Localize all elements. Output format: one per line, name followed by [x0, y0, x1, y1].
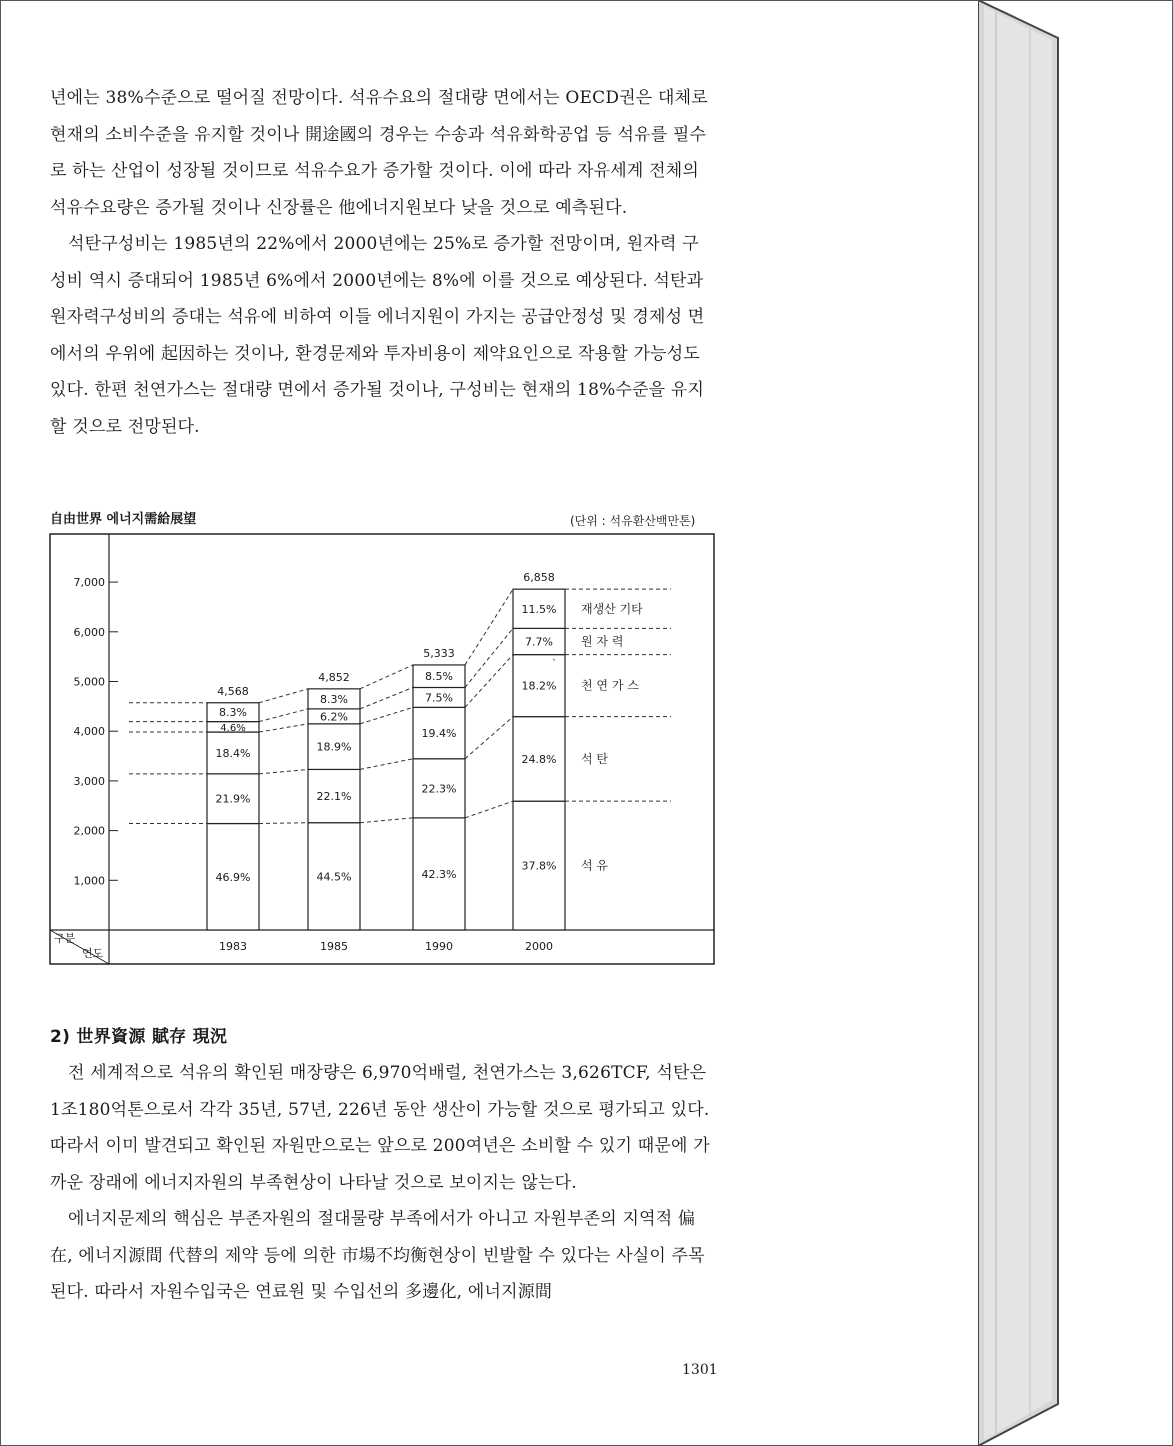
body-text-top — [50, 80, 714, 445]
series-name-label: 석 탄 — [581, 751, 608, 766]
dashed-connector — [259, 689, 308, 703]
series-name-label: 재생산 기타 — [581, 601, 643, 616]
segment-pct-label: 19.4% — [421, 727, 457, 741]
header-label-category: 구분 — [54, 932, 76, 945]
dashed-connector — [465, 655, 513, 708]
chart-frame — [50, 534, 714, 964]
dashed-connector — [465, 628, 513, 687]
dashed-connector — [259, 724, 308, 732]
segment-pct-label: 24.8% — [521, 752, 557, 766]
dashed-connector — [465, 589, 513, 665]
stray-mark: ˋ — [552, 658, 557, 670]
series-name-label: 천 연 가 스 — [581, 678, 639, 693]
chart-unit: (단위 : 석유환산백만톤) — [570, 514, 696, 528]
book-page-edge — [978, 0, 1062, 1446]
dashed-connector — [259, 823, 308, 824]
segment-pct-label: 42.3% — [421, 867, 457, 881]
segment-pct-label: 18.2% — [521, 679, 557, 693]
segment-pct-label: 21.9% — [215, 792, 251, 806]
x-tick-label: 2000 — [525, 940, 553, 953]
series-name-label: 석 유 — [581, 858, 608, 873]
segment-pct-label: 8.3% — [320, 692, 348, 706]
segment-pct-label: 6.2% — [320, 710, 348, 724]
bar-total-label: 5,333 — [423, 646, 455, 660]
dashed-connector — [259, 709, 308, 722]
paragraph: 에너지문제의 핵심은 부존자원의 절대물량 부족에서가 아니고 자원부존의 지역적 偏在, 에너지源間 代替의 제약 등에 의한 市場不均衡현상이 빈발할 수 있다는 사실이 주목된다. 따라서 자원수입국은 연료원 및 수입선의 多邊化, 에너지源間 — [50, 1209, 705, 1302]
y-tick-label: 2,000 — [73, 824, 105, 838]
bar-total-label: 4,568 — [217, 684, 249, 698]
dashed-connector — [360, 665, 413, 689]
header-label-year: 연도 — [82, 947, 104, 960]
y-tick-label: 3,000 — [73, 774, 105, 788]
segment-pct-label: 22.1% — [316, 790, 352, 804]
paragraph: 년에는 38%수준으로 떨어질 전망이다. 석유수요의 절대량 면에서는 OECD권은 대체로 현재의 소비수준을 유지할 것이나 開途國의 경우는 수송과 석유화학공업 등 석유를 필수로 하는 산업이 성장될 것이므로 석유수요가 증가할 것이다. 이에 따라 자유세계 전체의 석유수요량은 증가될 것이나 신장률은 他에너지원보다 낮을 것으로 예측된다. — [50, 88, 708, 218]
segment-pct-label: 44.5% — [316, 870, 352, 884]
y-tick-label: 6,000 — [73, 625, 105, 639]
x-tick-label: 1985 — [320, 940, 348, 953]
segment-pct-label: 37.8% — [521, 859, 557, 873]
energy-supply-chart — [49, 533, 715, 969]
series-name-label: 원 자 력 — [581, 634, 624, 649]
y-tick-label: 4,000 — [73, 725, 105, 739]
segment-pct-label: 18.4% — [215, 746, 251, 760]
body-text-lower — [50, 1055, 714, 1311]
bar-total-label: 4,852 — [318, 670, 350, 684]
dashed-connector — [465, 801, 513, 818]
y-tick-label: 7,000 — [73, 576, 105, 590]
y-tick-label: 5,000 — [73, 675, 105, 689]
dashed-connector — [465, 717, 513, 759]
segment-pct-label: 8.3% — [219, 706, 247, 720]
segment-pct-label: 22.3% — [421, 782, 457, 796]
chart-title: 自由世界 에너지需給展望 — [50, 512, 197, 527]
x-tick-label: 1990 — [425, 940, 453, 953]
segment-pct-label: 18.9% — [316, 740, 352, 754]
dashed-connector — [360, 759, 413, 770]
section-heading: 2) 世界資源 賦存 現況 — [50, 1027, 228, 1047]
dashed-connector — [360, 707, 413, 724]
segment-pct-label: 7.5% — [425, 691, 453, 705]
segment-pct-label: 4.6% — [220, 722, 246, 734]
dashed-connector — [360, 818, 413, 823]
segment-pct-label: 8.5% — [425, 670, 453, 684]
paragraph: 석탄구성비는 1985년의 22%에서 2000년에는 25%로 증가할 전망이며, 원자력 구성비 역시 증대되어 1985년 6%에서 2000년에는 8%에 이를 것으로 예상된다. 석탄과 원자력구성비의 증대는 석유에 비하여 이들 에너지원이 가지는 공급안정성 및 경제성 면에서의 우위에 起因하는 것이나, 환경문제와 투자비용이 제약요인으로 작용할 가능성도 있다. 한편 천연가스는 절대량 면에서 증가될 것이나, 구성비는 현재의 18%수준을 유지할 것으로 전망된다. — [50, 234, 705, 437]
y-tick-label: 1,000 — [73, 874, 105, 888]
paragraph: 전 세계적으로 석유의 확인된 매장량은 6,970억배럴, 천연가스는 3,626TCF, 석탄은 1조180억톤으로서 각각 35년, 57년, 226년 동안 생산이 가능할 것으로 평가되고 있다. 따라서 이미 발견되고 확인된 자원만으로는 앞으로 200여년은 소비할 수 있기 때문에 가까운 장래에 에너지자원의 부족현상이 나타날 것으로 보이지는 않는다. — [50, 1063, 710, 1193]
segment-pct-label: 46.9% — [215, 870, 251, 884]
segment-pct-label: 11.5% — [521, 602, 557, 616]
page-number: 1301 — [682, 1362, 718, 1378]
segment-pct-label: 7.7% — [525, 635, 553, 649]
bar-total-label: 6,858 — [523, 571, 555, 585]
x-tick-label: 1983 — [219, 940, 247, 953]
dashed-connector — [259, 769, 308, 773]
dashed-connector — [360, 687, 413, 708]
